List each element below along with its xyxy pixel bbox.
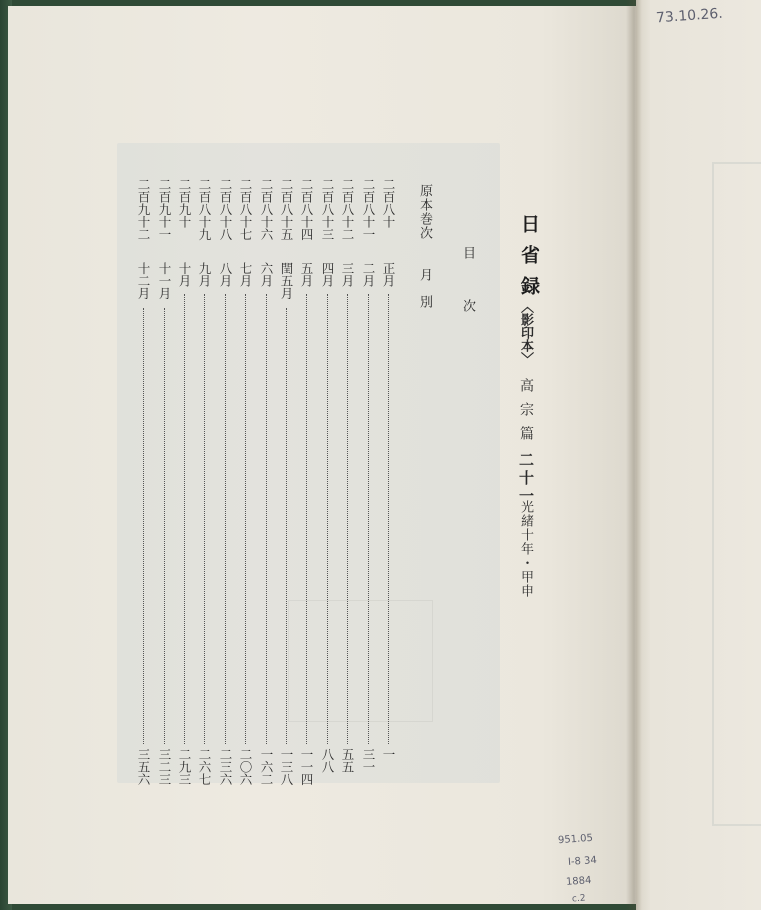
volume-number: 二十一 <box>517 452 535 506</box>
toc-volume: 二百八十 <box>381 178 396 228</box>
toc-page-number: 三一 <box>361 748 376 773</box>
toc-month: 三月 <box>340 262 355 287</box>
toc-page-number: 一一四 <box>299 748 314 786</box>
dot-leader <box>245 294 246 744</box>
dot-leader <box>286 308 287 744</box>
dot-leader <box>266 294 267 744</box>
dot-leader <box>164 308 165 744</box>
toc-month: 九月 <box>197 262 212 287</box>
toc-page-number: 五五 <box>340 748 355 773</box>
dot-leader <box>388 294 389 744</box>
toc-heading: 目次 <box>460 246 475 352</box>
toc-page-number: 二九三 <box>177 748 192 786</box>
pencil-call-number-3: 1884 <box>565 875 592 888</box>
toc-page-number: 三二三 <box>157 748 172 786</box>
show-through-stamp <box>288 600 433 722</box>
toc-volume: 二百九十 <box>177 178 192 228</box>
pencil-call-number-2: I-8 34 <box>567 855 598 868</box>
toc-month: 八月 <box>218 262 233 287</box>
toc-page-number: 一六二 <box>259 748 274 786</box>
dot-leader <box>368 294 369 744</box>
toc-volume: 二百九十二 <box>136 178 151 241</box>
dot-leader <box>306 294 307 744</box>
toc-volume: 二百八十二 <box>340 178 355 241</box>
toc-month: 七月 <box>238 262 253 287</box>
dot-leader <box>327 294 328 744</box>
dot-leader <box>347 294 348 744</box>
toc-volume: 二百八十七 <box>238 178 253 241</box>
pencil-call-number-1: 951.05 <box>557 832 594 847</box>
column-header-month: 月別 <box>417 268 432 322</box>
toc-month: 十月 <box>177 262 192 287</box>
reign-label: 高宗篇 <box>518 378 534 450</box>
toc-month: 五月 <box>299 262 314 287</box>
toc-month: 十二月 <box>136 262 151 300</box>
era-label: 光緒十年・甲申 <box>518 500 533 598</box>
toc-month: 二月 <box>361 262 376 287</box>
facing-page-border <box>712 162 761 826</box>
toc-page-number: 二三六 <box>218 748 233 786</box>
pencil-date: 73.10.26. <box>655 5 724 27</box>
toc-month: 六月 <box>259 262 274 287</box>
toc-volume: 二百八十一 <box>361 178 376 241</box>
toc-volume: 二百九十一 <box>157 178 172 241</box>
toc-volume: 二百八十三 <box>320 178 335 241</box>
dot-leader <box>143 308 144 744</box>
toc-month: 閏五月 <box>279 262 294 300</box>
toc-volume: 二百八十六 <box>259 178 274 241</box>
toc-page-number: 二〇六 <box>238 748 253 786</box>
toc-page-number: 一三八 <box>279 748 294 786</box>
toc-volume: 二百八十四 <box>299 178 314 241</box>
book-gutter <box>626 0 642 910</box>
column-header-volume: 原本巻次 <box>417 184 432 240</box>
toc-month: 正月 <box>381 262 396 287</box>
dot-leader <box>204 294 205 744</box>
toc-volume: 二百八十五 <box>279 178 294 241</box>
toc-volume: 二百八十八 <box>218 178 233 241</box>
toc-page-number: 三五六 <box>136 748 151 786</box>
toc-month: 四月 <box>320 262 335 287</box>
toc-page-number: 一 <box>381 748 396 761</box>
toc-month: 十一月 <box>157 262 172 300</box>
toc-page-number: 二六七 <box>197 748 212 786</box>
pencil-call-number-4: c.2 <box>571 893 586 905</box>
edition-label: 〈影印本〉 <box>518 300 533 365</box>
toc-volume: 二百八十九 <box>197 178 212 241</box>
dot-leader <box>225 294 226 744</box>
toc-page-number: 八八 <box>320 748 335 773</box>
book-title: 日省録 <box>518 214 540 307</box>
dot-leader <box>184 294 185 744</box>
